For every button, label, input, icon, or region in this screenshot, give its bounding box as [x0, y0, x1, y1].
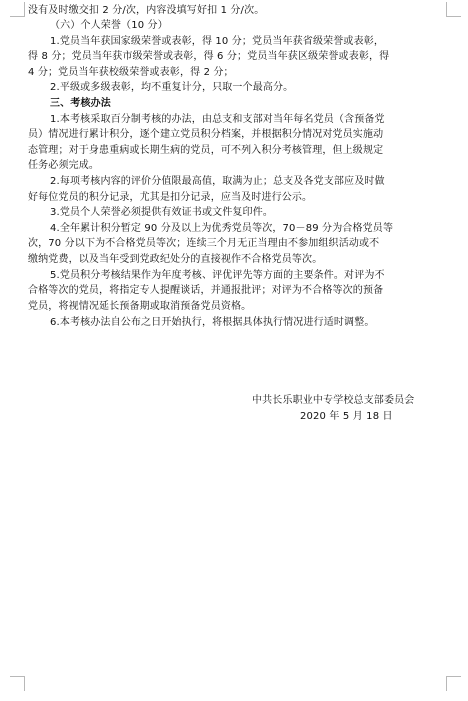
text-line: 6.本考核办法自公布之日开始执行，将根据具体执行情况进行适时调整。 [50, 317, 375, 328]
text-line: 4.全年累计积分暂定 90 分及以上为优秀党员等次，70－89 分为合格党员等 [50, 223, 394, 234]
text-line: 员）情况进行累计积分，逐个建立党员积分档案，并根据积分情况对党员实施动 [28, 129, 384, 140]
text-line: 合格等次的党员，将指定专人提醒谈话，并通报批评；对评为不合格等次的预备 [28, 285, 384, 296]
text-line: 1.本考核采取百分制考核的办法，由总支和支部对当年每名党员（含预备党 [50, 114, 385, 125]
text-line: 4 分；党员当年获校级荣誉或表彰，得 2 分； [28, 67, 234, 78]
text-line: 次，70 分以下为不合格党员等次；连续三个月无正当理由不参加组织活动或不 [28, 238, 380, 249]
signature-date: 2020 年 5 月 18 日 [300, 411, 393, 422]
text-line: 没有及时缴交扣 2 分/次，内容没填写好扣 1 分/次。 [28, 5, 265, 16]
crop-mark-top-left [10, 2, 25, 17]
text-line: 2.每项考核内容的评价分值限最高值，取满为止；总支及各党支部应及时做 [50, 176, 385, 187]
text-line: 缴纳党费，以及当年受到党政纪处分的直接视作不合格党员等次。 [28, 254, 323, 265]
section-heading: 三、考核办法 [50, 98, 111, 109]
crop-mark-bottom-left [10, 676, 25, 691]
text-line: 得 8 分；党员当年获市级荣誉或表彰，得 6 分；党员当年获区级荣誉或表彰，得 [28, 51, 390, 62]
text-line: 3.党员个人荣誉必须提供有效证书或文件复印件。 [50, 207, 273, 218]
text-line: 5.党员积分考核结果作为年度考核、评优评先等方面的主要条件。对评为不 [50, 270, 385, 281]
crop-mark-top-right [446, 2, 461, 17]
text-line: 1.党员当年获国家级荣誉或表彰，得 10 分；党员当年获省级荣誉或表彰， [50, 36, 385, 47]
signature-org: 中共长乐职业中专学校总支部委员会 [252, 395, 415, 406]
section-heading: （六）个人荣誉（10 分） [50, 20, 168, 31]
text-line: 2.平级或多级表彰，均不重复计分，只取一个最高分。 [50, 82, 294, 93]
text-line: 党员，将视情况延长预备期或取消预备党员资格。 [28, 301, 252, 312]
text-line: 好每位党员的积分记录，尤其是扣分记录，应当及时进行公示。 [28, 192, 313, 203]
crop-mark-bottom-right [446, 676, 461, 691]
text-line: 任务必须完成。 [28, 160, 100, 171]
text-line: 态管理；对于身患重病或长期生病的党员，可不列入积分考核管理，但上级规定 [28, 145, 384, 156]
